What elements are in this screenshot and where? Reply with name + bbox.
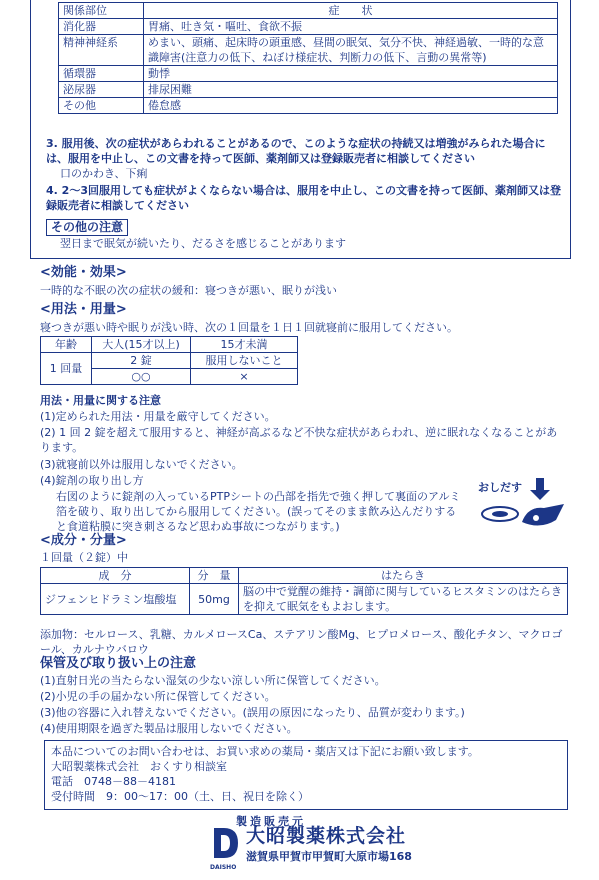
daisho-logo xyxy=(210,826,242,870)
contact-box xyxy=(44,740,568,810)
ingredients-header-name: 成 分 xyxy=(41,568,190,584)
symptom-text: 胃痛、吐き気・嘔吐、食欲不振 xyxy=(144,19,558,35)
dosage-notes-title: 用法・用量に関する注意 xyxy=(40,394,161,407)
symptoms-header-site: 関係部位 xyxy=(59,3,144,19)
contact-hours: 受付時間 9：00～17：00（土、日、祝日を除く） xyxy=(51,790,309,803)
manufacturer-role: 製造販売元 xyxy=(236,815,306,828)
logo-text: DAISHO xyxy=(210,864,237,871)
dosage-adult-symbol: ○○ xyxy=(92,369,191,385)
storage-title: 保管及び取り扱い上の注意 xyxy=(40,656,197,671)
dosage-child-symbol: × xyxy=(191,369,298,385)
ingredients-table xyxy=(40,567,568,615)
removal-instructions: 右図のように錠剤の入っているPTPシートの凸部を指先で強く押して裏面のアルミ箔を破り、取り出してから服用してください。(誤ってそのまま飲み込んだりすると食道粘膜に突き刺さるなど思わぬ事故につながります。) xyxy=(56,490,461,533)
footer-address: 滋賀県甲賀市甲賀町大原市場168 xyxy=(246,850,412,863)
note-4: 4. 2～3回服用しても症状がよくならない場合は、服用を中止し、この文書を持って医師、薬剤師又は登録販売者に相談してください xyxy=(46,184,561,212)
symptom-site: 消化器 xyxy=(59,19,144,35)
dosage-text: 寝つきが悪い時や眠りが浅い時、次の１回量を１日１回就寝前に服用してください。 xyxy=(40,321,458,334)
symptom-site: 精神神経系 xyxy=(59,35,144,66)
symptom-site: 泌尿器 xyxy=(59,82,144,98)
contact-company: 大昭製薬株式会社 おくすり相談室 xyxy=(51,760,227,773)
note-3-symptoms: 口のかわき、下痢 xyxy=(60,167,148,180)
dosage-table xyxy=(40,336,298,385)
footer-company: 大昭製薬株式会社 xyxy=(246,825,407,847)
dosage-row-label: 1 回量 xyxy=(41,353,92,385)
push-label: おしだす xyxy=(478,481,522,494)
ingredients-amount: １回量（２錠）中 xyxy=(40,551,128,564)
other-notes-title: その他の注意 xyxy=(46,219,128,236)
dosage-title: <用法・用量> xyxy=(40,302,127,317)
symptom-site: その他 xyxy=(59,98,144,114)
storage-note: (1)直射日光の当たらない湿気の少ない涼しい所に保管してください。 xyxy=(40,674,386,687)
ingredients-header-action: はたらき xyxy=(239,568,568,584)
dosage-adult-amount: 2 錠 xyxy=(92,353,191,369)
efficacy-title: <効能・効果> xyxy=(40,265,127,280)
push-arrow-icon xyxy=(478,470,568,540)
ingredients-title: <成分・分量> xyxy=(40,533,127,548)
daisho-logo-icon xyxy=(210,826,242,860)
ingredient-amount: 50mg xyxy=(190,584,239,615)
contact-intro: 本品についてのお問い合わせは、お買い求めの薬局・薬店又は下記にお願い致します。 xyxy=(51,745,479,758)
ingredient-action: 脳の中で覚醒の維持・調節に関与しているヒスタミンのはたらきを抑えて眠気をもよおします。 xyxy=(239,584,568,615)
symptoms-header-symptom: 症 状 xyxy=(144,3,558,19)
efficacy-text: 一時的な不眠の次の症状の緩和：寝つきが悪い、眠りが浅い xyxy=(40,284,337,297)
dosage-note: (2) 1 回 2 錠を超えて服用すると、神経が高ぶるなど不快な症状があらわれ、逆に眠れなくなることがあります。 xyxy=(40,426,558,454)
additives: 添加物：セルロース、乳糖、カルメロースCa、ステアリン酸Mg、ヒプロメロース、酸化チタン、マクロゴール、カルナウバロウ xyxy=(40,628,563,656)
dosage-child-amount: 服用しないこと xyxy=(191,353,298,369)
symptom-text: 排尿困難 xyxy=(144,82,558,98)
dosage-note: (1)定められた用法・用量を厳守してください。 xyxy=(40,410,276,423)
dosage-header-age: 年齢 xyxy=(41,337,92,353)
storage-note: (3)他の容器に入れ替えないでください。(誤用の原因になったり、品質が変わります。) xyxy=(40,706,465,719)
symptoms-table xyxy=(58,2,558,114)
contact-phone: 電話 0748－88－4181 xyxy=(51,775,176,788)
ptp-push-illustration xyxy=(478,470,568,540)
symptom-text: 倦怠感 xyxy=(144,98,558,114)
dosage-header-adult: 大人(15才以上) xyxy=(92,337,191,353)
symptom-text: 動悸 xyxy=(144,66,558,82)
storage-note: (2)小児の手の届かない所に保管してください。 xyxy=(40,690,276,703)
ingredients-header-amount: 分 量 xyxy=(190,568,239,584)
note-3: 3. 服用後、次の症状があらわれることがあるので、このような症状の持続又は増強がみられた場合には、服用を中止し、この文書を持って医師、薬剤師又は登録販売者に相談してください xyxy=(46,137,546,165)
storage-note: (4)使用期限を過ぎた製品は服用しないでください。 xyxy=(40,722,298,735)
symptom-site: 循環器 xyxy=(59,66,144,82)
symptom-text: めまい、頭痛、起床時の頭重感、昼間の眠気、気分不快、神経過敏、一時的な意識障害(注意力の低下、ねぼけ様症状、判断力の低下、言動の異常等) xyxy=(144,35,558,66)
other-notes-text: 翌日まで眠気が続いたり、だるさを感じることがあります xyxy=(60,237,346,250)
ingredient-name: ジフェンヒドラミン塩酸塩 xyxy=(41,584,190,615)
dosage-note: (4)錠剤の取り出し方 xyxy=(40,474,144,487)
dosage-note: (3)就寝前以外は服用しないでください。 xyxy=(40,458,243,471)
dosage-header-child: 15才未満 xyxy=(191,337,298,353)
